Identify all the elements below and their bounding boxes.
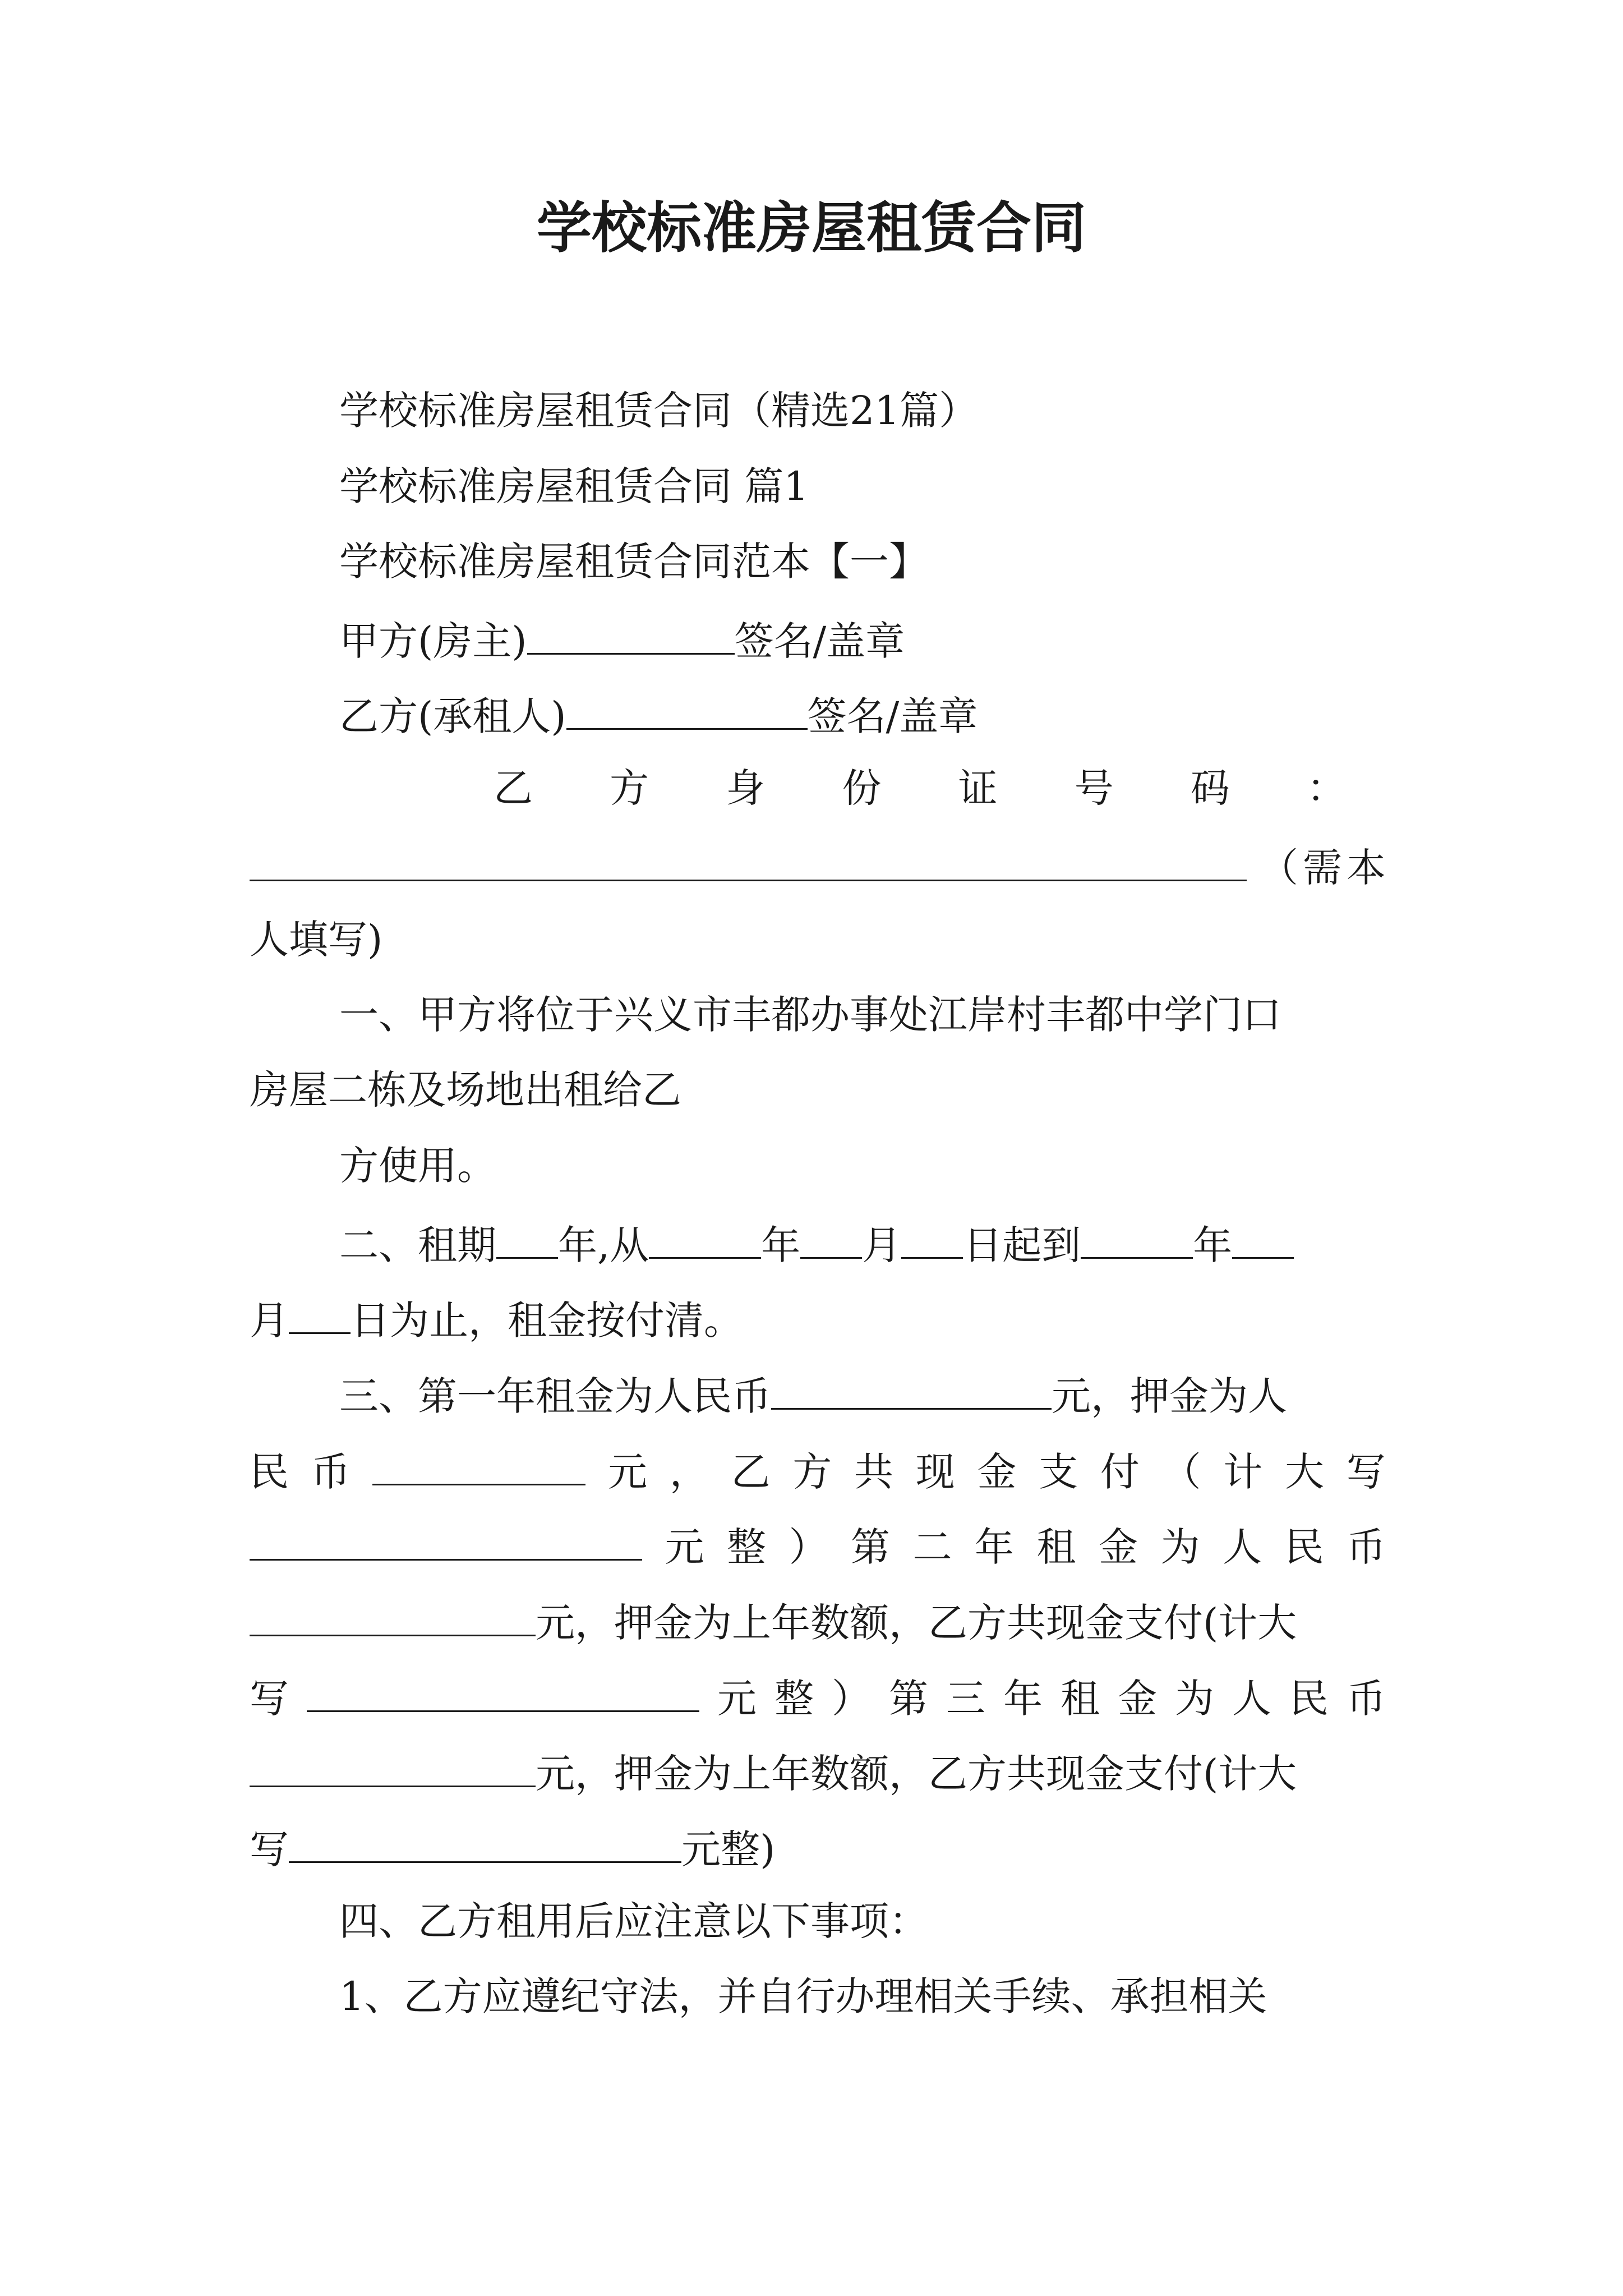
clause3-char: 共 — [854, 1449, 894, 1495]
clause2-text: 年,从 — [558, 1222, 649, 1268]
id-char: 身 — [726, 765, 766, 811]
id-number-blank — [250, 844, 1247, 881]
id-char: 号 — [1074, 765, 1114, 811]
clause3-text: 元，押金为上年数额，乙方共现金支付(计大 — [536, 1751, 1297, 1797]
part-heading: 学校标准房屋租赁合同 篇1 — [339, 463, 809, 509]
clause3-line6 — [250, 1750, 1386, 1797]
blank — [800, 1222, 862, 1259]
clause2-text: 二、租期 — [339, 1222, 496, 1268]
party-a-line — [250, 618, 1386, 664]
clause3-line4 — [250, 1599, 1386, 1646]
clause3-char: 写 — [1346, 1449, 1386, 1495]
clause2-text: 月 — [862, 1222, 902, 1268]
party-b-line — [250, 693, 1386, 739]
clause2-text: 年 — [1193, 1222, 1233, 1268]
blank — [307, 1675, 699, 1712]
clause3-text: 元，押金为上年数额，乙方共现金支付(计大 — [536, 1600, 1297, 1646]
blank — [901, 1222, 963, 1259]
clause3-char: 金 — [977, 1449, 1017, 1495]
party-a-sign: 签名/盖章 — [734, 618, 905, 664]
clause3-line7 — [250, 1826, 1386, 1872]
clause2-text: 日为止，租金按付清。 — [351, 1297, 743, 1343]
blank — [250, 1524, 642, 1561]
clause3-char: 元 — [608, 1449, 648, 1495]
clause3-char: 为 — [1175, 1676, 1214, 1722]
id-tail-char: 本 — [1347, 845, 1386, 891]
id-char: 方 — [610, 765, 649, 811]
party-b-blank — [566, 693, 808, 730]
party-b-sign: 签名/盖章 — [807, 693, 978, 739]
clause3-char: 币 — [1347, 1676, 1386, 1722]
document-title: 学校标准房屋租赁合同 — [536, 196, 1086, 260]
clause1-line2: 房屋二栋及场地出租给乙 — [250, 1067, 681, 1113]
id-tail-char: 需 — [1303, 845, 1342, 891]
blank — [1081, 1222, 1193, 1259]
clause4-heading: 四、乙方租用后应注意以下事项： — [339, 1898, 928, 1944]
id-number-note: 人填写) — [250, 917, 383, 963]
clause2-line2 — [250, 1297, 1386, 1343]
clause3-char: 年 — [1003, 1676, 1043, 1722]
blank — [1232, 1222, 1294, 1259]
clause3-char: 租 — [1036, 1524, 1076, 1570]
clause2-text: 年 — [761, 1222, 801, 1268]
clause1-line3: 方使用。 — [339, 1143, 496, 1189]
clause3-char: 民 — [1284, 1524, 1324, 1570]
clause3-text: 写 — [250, 1826, 289, 1872]
id-char: 乙 — [494, 765, 533, 811]
blank — [250, 1750, 536, 1787]
clause3-char: 元 — [665, 1524, 704, 1570]
id-number-label — [494, 765, 1346, 811]
clause3-text: 元整) — [681, 1826, 776, 1872]
party-a-blank — [527, 618, 735, 655]
blank — [250, 1599, 536, 1636]
clause4-item1: 1、乙方应遵纪守法，并自行办理相关手续、承担相关 — [339, 1973, 1267, 2019]
clause3-char: 整 — [774, 1676, 814, 1722]
clause3-char: （ — [1161, 1449, 1201, 1495]
clause3-char: 方 — [792, 1449, 832, 1495]
clause3-char: 付 — [1100, 1449, 1140, 1495]
clause3-char: ） — [789, 1524, 828, 1570]
id-char: 证 — [958, 765, 998, 811]
clause2-text: 日起到 — [963, 1222, 1081, 1268]
clause3-char: 民 — [1289, 1676, 1329, 1722]
clause1-line1: 一、甲方将位于兴义市丰都办事处江岸村丰都中学门口 — [339, 992, 1281, 1038]
clause3-char: 元 — [717, 1676, 757, 1722]
clause3-char: 人 — [1232, 1676, 1271, 1722]
clause3-text: 元，押金为人 — [1052, 1373, 1287, 1419]
clause3-char: ） — [832, 1676, 871, 1722]
clause3-char: 人 — [1223, 1524, 1262, 1570]
party-b-label: 乙方(承租人) — [339, 693, 566, 739]
clause3-line1 — [250, 1373, 1386, 1419]
id-tail-char: （ — [1259, 845, 1298, 891]
clause2-line1 — [250, 1222, 1386, 1268]
clause3-char: 写 — [250, 1676, 289, 1722]
blank — [771, 1373, 1052, 1410]
blank — [496, 1222, 558, 1259]
clause3-text: 三、第一年租金为人民币 — [339, 1373, 771, 1419]
id-number-line — [250, 844, 1386, 891]
clause3-char: 大 — [1285, 1449, 1325, 1495]
clause3-char: 整 — [727, 1524, 766, 1570]
blank — [372, 1448, 585, 1485]
clause3-char: 计 — [1223, 1449, 1263, 1495]
clause3-char: 金 — [1099, 1524, 1138, 1570]
clause3-char: 币 — [311, 1449, 351, 1495]
clause3-char: 支 — [1039, 1449, 1078, 1495]
id-char: 份 — [842, 765, 882, 811]
clause3-char: 币 — [1347, 1524, 1386, 1570]
clause3-char: ， — [669, 1449, 709, 1495]
blank — [289, 1826, 681, 1863]
clause3-char: 租 — [1061, 1676, 1100, 1722]
blank — [649, 1222, 761, 1259]
clause3-char: 现 — [915, 1449, 955, 1495]
clause3-line2 — [250, 1448, 1386, 1495]
clause3-char: 年 — [975, 1524, 1014, 1570]
clause3-line5 — [250, 1675, 1386, 1722]
blank — [289, 1297, 351, 1334]
clause2-text: 月 — [250, 1297, 289, 1343]
clause3-line3 — [250, 1524, 1386, 1570]
id-char: 码 — [1190, 765, 1230, 811]
clause3-char: 为 — [1160, 1524, 1200, 1570]
clause3-char: 第 — [889, 1676, 928, 1722]
clause3-char: 二 — [912, 1524, 952, 1570]
party-a-label: 甲方(房主) — [339, 618, 527, 664]
clause3-char: 第 — [851, 1524, 890, 1570]
id-char: ： — [1306, 765, 1346, 811]
subtitle: 学校标准房屋租赁合同（精选21篇） — [339, 388, 979, 434]
clause3-char: 乙 — [731, 1449, 771, 1495]
clause3-char: 三 — [946, 1676, 985, 1722]
template-heading: 学校标准房屋租赁合同范本【一】 — [339, 539, 928, 585]
clause3-char: 民 — [250, 1449, 289, 1495]
clause3-char: 金 — [1118, 1676, 1157, 1722]
